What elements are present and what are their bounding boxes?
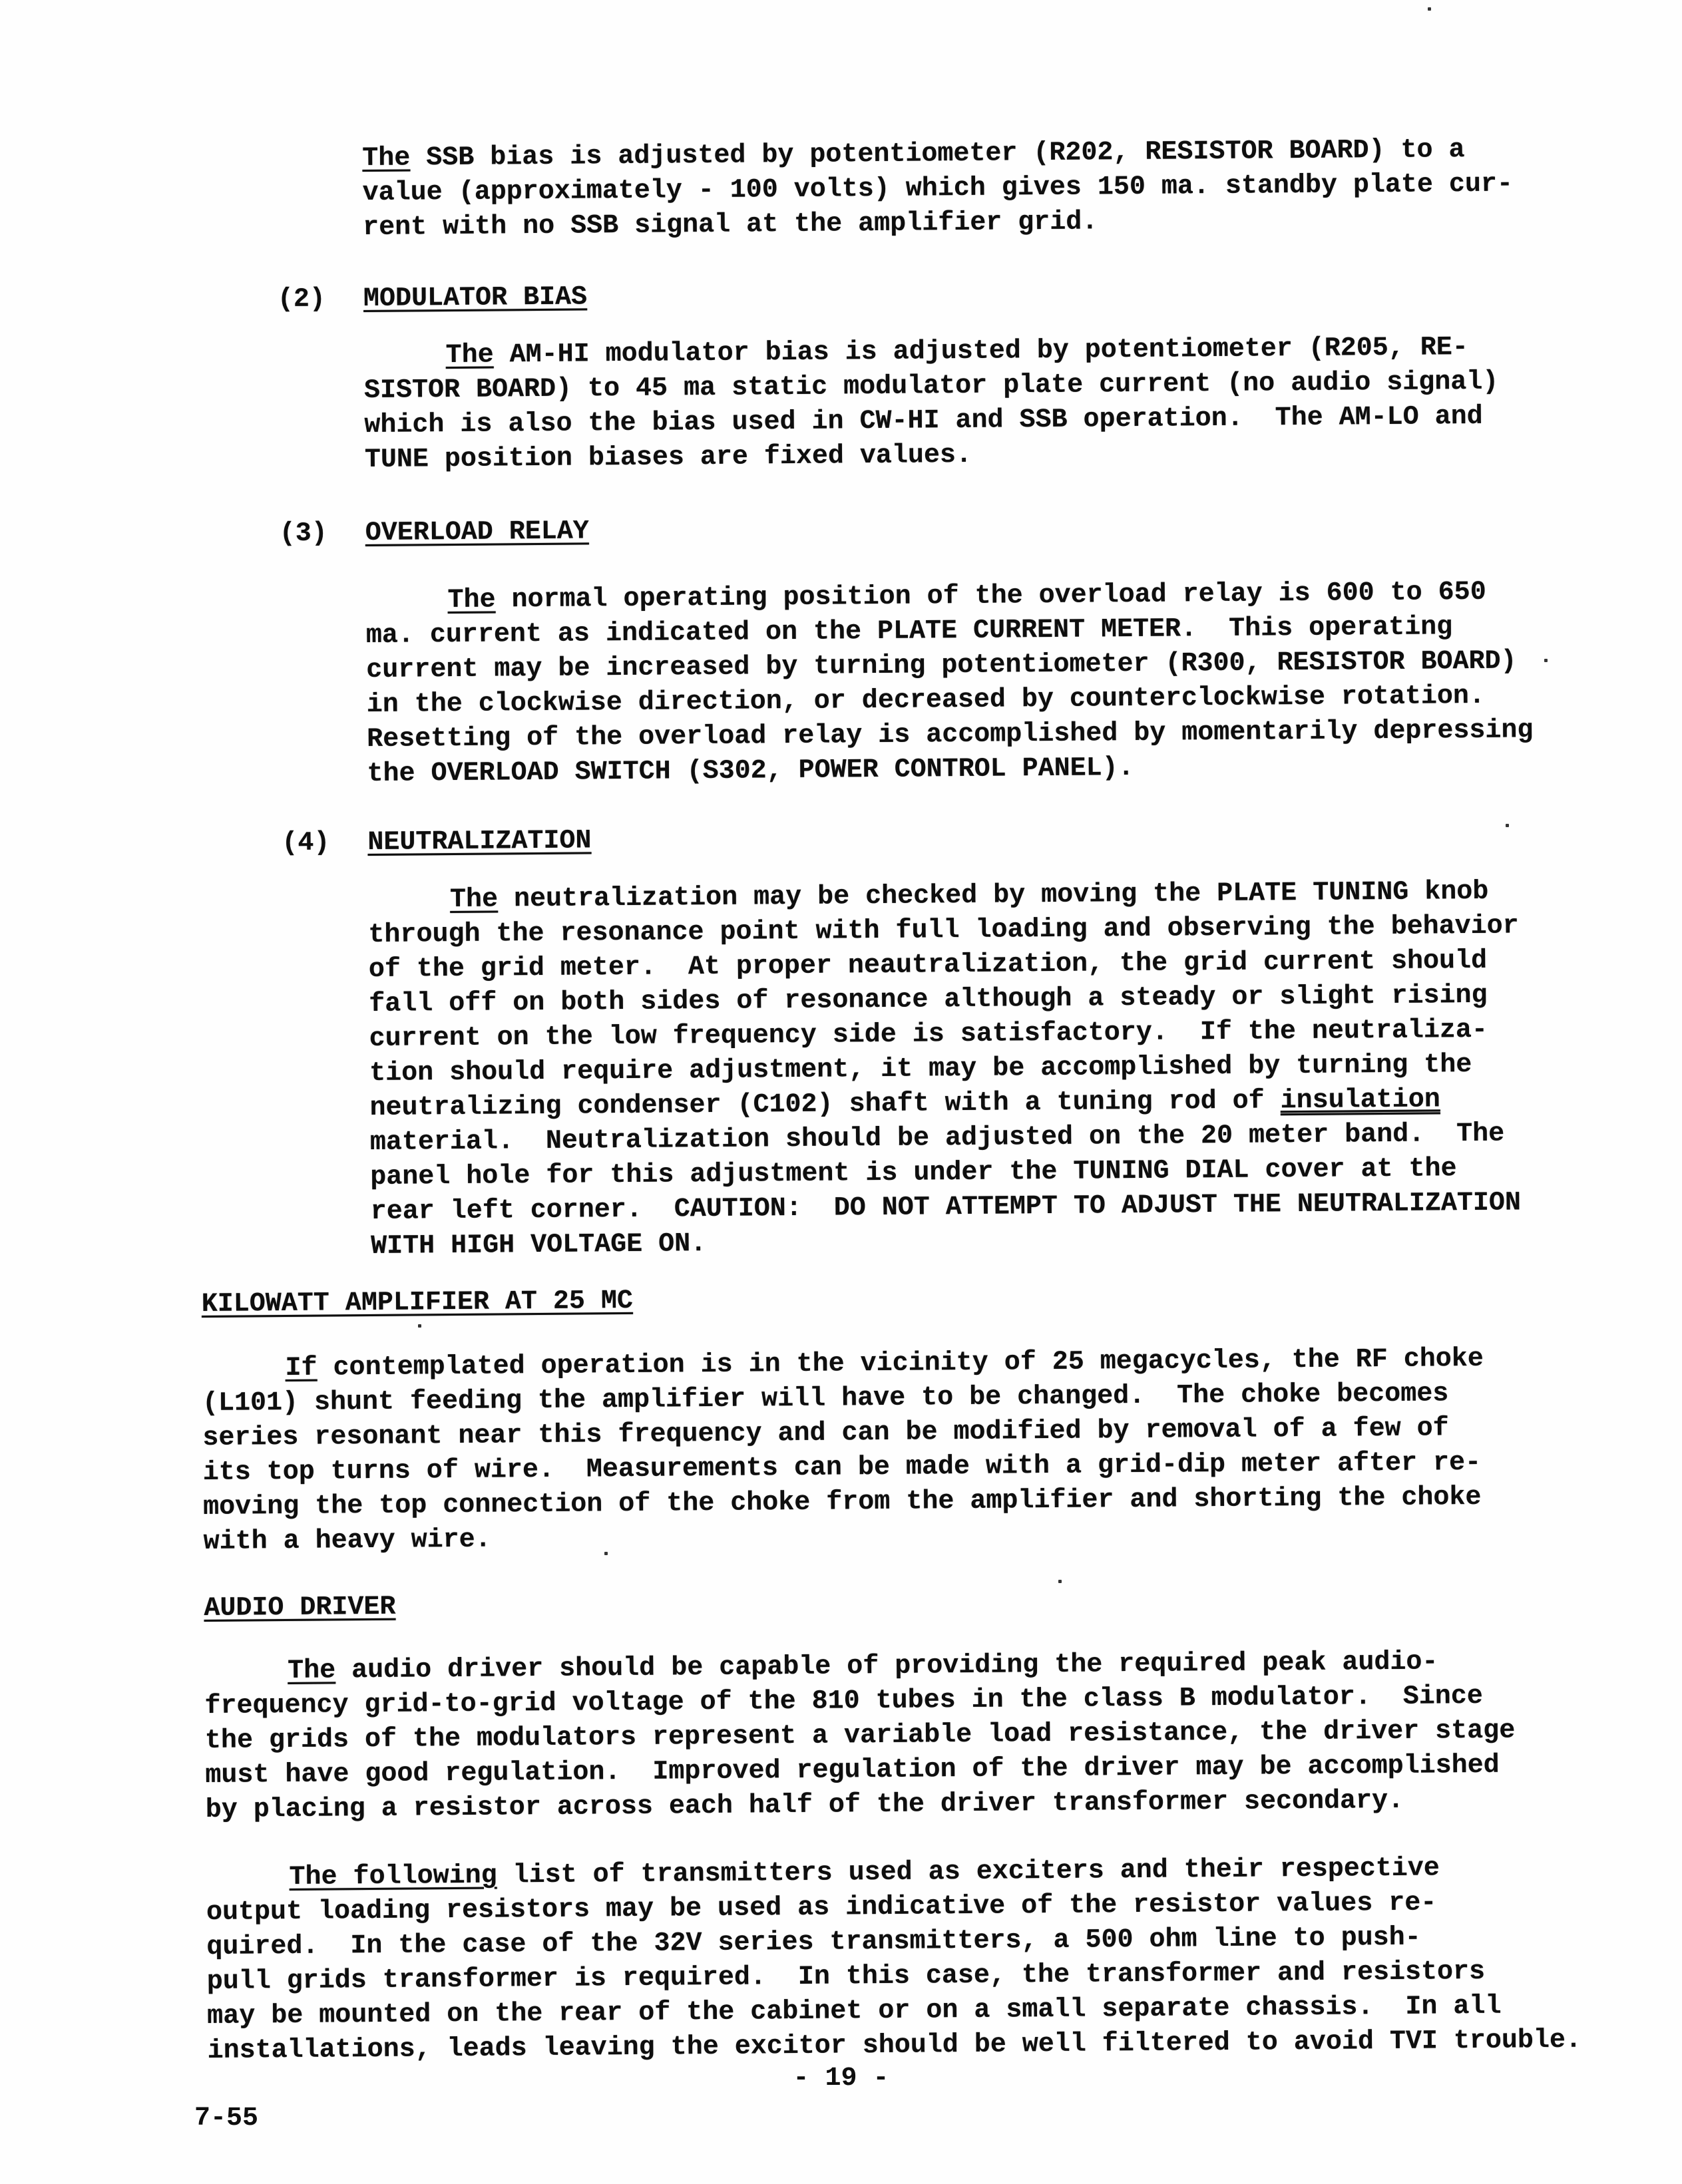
text-segment: rear left corner. CAUTION: DO NOT ATTEMPT TO ADJUST THE NEUTRALIZATION bbox=[370, 1188, 1522, 1227]
scan-speck bbox=[1058, 1580, 1062, 1583]
underlined-text: insulation bbox=[1280, 1085, 1440, 1117]
text-segment: the OVERLOAD SWITCH (S302, POWER CONTROL PANEL). bbox=[367, 753, 1134, 790]
paragraph bbox=[206, 1851, 1581, 2069]
text-segment: by placing a resistor across each half of the driver transformer secondary. bbox=[205, 1785, 1404, 1825]
scan-speck bbox=[604, 1552, 608, 1555]
numbered-item bbox=[280, 514, 589, 552]
text-segment: SISTOR BOARD) to 45 ma static modulator plate current (no audio signal) bbox=[363, 367, 1499, 407]
list-item-heading: MODULATOR BIAS bbox=[363, 282, 588, 315]
text-segment: fall off on both sides of resonance although a steady or slight rising bbox=[369, 980, 1488, 1019]
paragraph bbox=[204, 1645, 1516, 1828]
section-heading bbox=[202, 1284, 633, 1322]
section-heading-text: AUDIO DRIVER bbox=[204, 1592, 396, 1624]
list-item-number: (4) bbox=[282, 828, 330, 859]
scan-speck bbox=[418, 1324, 421, 1328]
underlined-text: The bbox=[447, 585, 496, 616]
text-segment: SSB bias is adjusted by potentiometer (R202, RESISTOR BOARD) to a bbox=[410, 135, 1465, 174]
paragraph bbox=[362, 132, 1513, 246]
paragraph bbox=[368, 874, 1522, 1264]
list-item-number: (3) bbox=[279, 518, 327, 550]
text-segment: audio driver should be capable of providing the required peak audio- bbox=[335, 1647, 1438, 1686]
text-segment: neutralization may be checked by moving the PLATE TUNING knob bbox=[497, 876, 1489, 915]
underlined-text: The bbox=[449, 884, 499, 916]
underlined-text: The bbox=[287, 1656, 336, 1686]
numbered-item bbox=[278, 280, 587, 317]
text-segment: pull grids transformer is required. In this case, the transformer and resistors bbox=[206, 1956, 1486, 1997]
text-segment: AM-HI modulator bias is adjusted by potentiometer (R205, RE- bbox=[493, 332, 1469, 371]
text-segment: neutralizing condenser (C102) shaft with a tuning rod of bbox=[369, 1086, 1281, 1123]
text-segment: frequency grid-to-grid voltage of the 810 tubes in the class B modulator. Since bbox=[204, 1681, 1484, 1722]
paragraph bbox=[202, 1342, 1485, 1560]
scan-speck bbox=[1544, 659, 1548, 662]
list-item-number: (2) bbox=[277, 284, 326, 315]
scan-speck bbox=[1506, 824, 1509, 827]
text-segment: installations, leads leaving the excitor should be well filtered to avoid TVI trouble. bbox=[207, 2025, 1582, 2066]
text-segment: quired. In the case of the 32V series transmitters, a 500 ohm line to push- bbox=[206, 1922, 1421, 1962]
text-segment: the grids of the modulators represent a variable load resistance, the driver stage bbox=[204, 1716, 1516, 1756]
underlined-text: The bbox=[445, 340, 494, 371]
paragraph bbox=[363, 331, 1499, 478]
text-segment: which is also the bias used in CW-HI and SSB operation. The AM-LO and bbox=[364, 401, 1483, 441]
underlined-text: If bbox=[285, 1353, 317, 1384]
text-segment: series resonant near this frequency and can be modified by removal of a few of bbox=[202, 1413, 1449, 1453]
text-segment: through the resonance point with full loading and observing the behavior bbox=[368, 911, 1519, 951]
text-segment: its top turns of wire. Measurements can be made with a grid-dip meter after re- bbox=[202, 1447, 1482, 1488]
text-segment: rent with no SSB signal at the amplifier grid. bbox=[362, 207, 1098, 244]
text-segment: WITH HIGH VOLTAGE ON. bbox=[370, 1229, 707, 1262]
paragraph bbox=[365, 575, 1534, 792]
text-segment: of the grid meter. At proper neautralization, the grid current should bbox=[368, 946, 1488, 986]
underlined-text: The following bbox=[289, 1861, 497, 1893]
text-segment: tion should require adjustment, it may be accomplished by turning the bbox=[369, 1049, 1472, 1089]
text-segment: output loading resistors may be used as indicative of the resistor values re- bbox=[206, 1888, 1437, 1928]
text-segment: value (approximately - 100 volts) which gives 150 ma. standby plate cur- bbox=[362, 169, 1514, 209]
text-segment: normal operating position of the overload relay is 600 to 650 bbox=[495, 577, 1486, 616]
text-segment: Resetting of the overload relay is accomplished by momentarily depressing bbox=[366, 715, 1534, 755]
list-item-heading: OVERLOAD RELAY bbox=[365, 516, 589, 549]
underlined-text: The bbox=[362, 143, 411, 174]
text-segment: contemplated operation is in the vicinity of 25 megacycles, the RF choke bbox=[317, 1344, 1484, 1383]
text-segment: current on the low frequency side is satisfactory. If the neutraliza- bbox=[369, 1015, 1488, 1054]
text-segment: must have good regulation. Improved regulation of the driver may be accomplished bbox=[205, 1750, 1500, 1791]
section-heading bbox=[204, 1590, 395, 1626]
text-segment: material. Neutralization should be adjusted on the 20 meter band. The bbox=[369, 1119, 1505, 1158]
list-item-heading: NEUTRALIZATION bbox=[367, 826, 592, 858]
text-segment: moving the top connection of the choke from the amplifier and shorting the choke bbox=[203, 1482, 1482, 1523]
text-segment: may be mounted on the rear of the cabinet or on a small separate chassis. In all bbox=[207, 1991, 1502, 2032]
text-segment: list of transmitters used as exciters and their respective bbox=[497, 1853, 1440, 1891]
scan-speck bbox=[1428, 7, 1431, 11]
document-code: 7-55 bbox=[194, 2103, 259, 2133]
text-segment: in the clockwise direction, or decreased by counterclockwise rotation. bbox=[366, 681, 1486, 721]
section-heading-text: KILOWATT AMPLIFIER AT 25 MC bbox=[201, 1286, 634, 1320]
text-segment: panel hole for this adjustment is under the TUNING DIAL cover at the bbox=[370, 1154, 1457, 1192]
text-segment: current may be increased by turning potentiometer (R300, RESISTOR BOARD) bbox=[366, 646, 1517, 686]
numbered-item bbox=[282, 824, 591, 861]
text-segment: TUNE position biases are fixed values. bbox=[364, 440, 972, 476]
text-segment: (L101) shunt feeding the amplifier will have to be changed. The choke becomes bbox=[202, 1379, 1449, 1419]
text-segment: with a heavy wire. bbox=[203, 1525, 491, 1557]
page-number: - 19 - bbox=[793, 2064, 889, 2093]
text-segment: ma. current as indicated on the PLATE CURRENT METER. This operating bbox=[365, 612, 1453, 651]
